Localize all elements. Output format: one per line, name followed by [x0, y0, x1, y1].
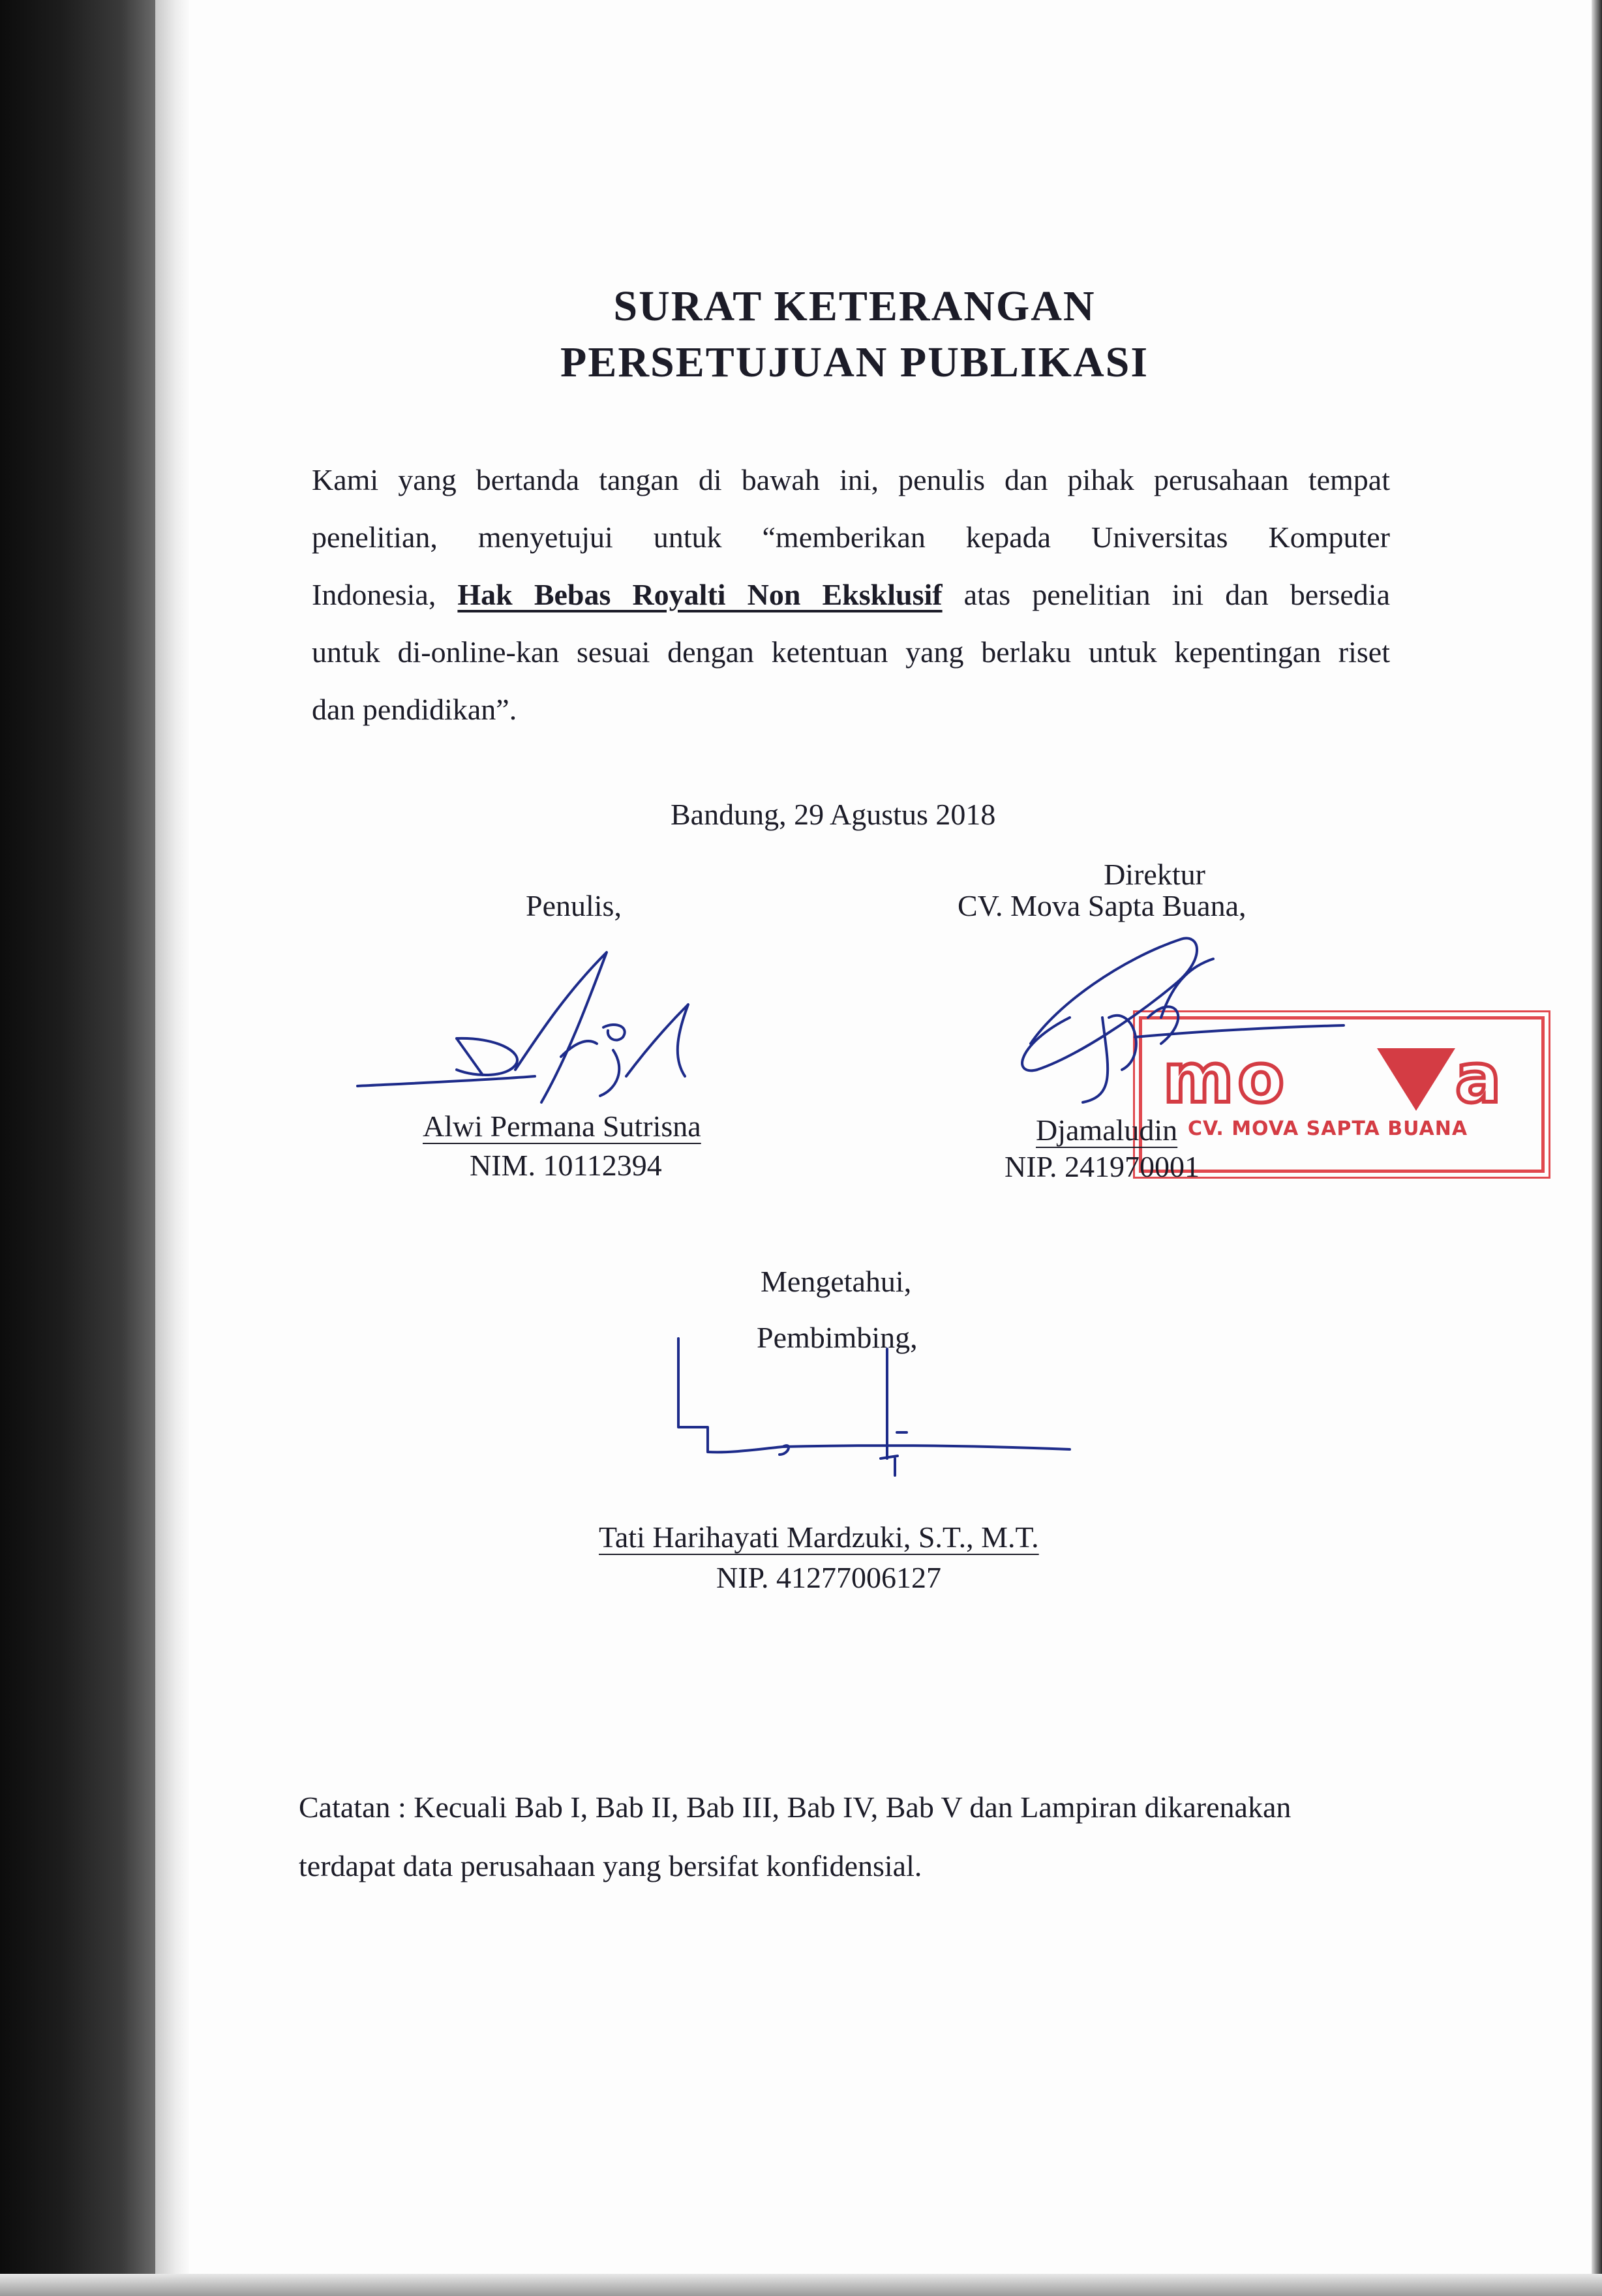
- note-line-1: Catatan : Kecuali Bab I, Bab II, Bab III, Bab IV, Bab V dan Lampiran dikarenakan: [299, 1790, 1292, 1824]
- supervisor-name: Tati Harihayati Mardzuki, S.T., M.T.: [599, 1520, 1039, 1554]
- supervisor-nip: NIP. 41277006127: [716, 1561, 942, 1594]
- note-line-2: terdapat data perusahaan yang bersifat konfidensial.: [299, 1849, 922, 1882]
- paragraph-line-4: untuk di-online-kan sesuai dengan ketentuan yang berlaku untuk kepentingan riset: [312, 635, 1390, 669]
- royalty-free-term: Hak Bebas Royalti Non Eksklusif: [457, 578, 943, 611]
- paragraph-line-2: penelitian, menyetujui untuk “memberikan kepada Universitas Komputer: [312, 521, 1390, 554]
- writer-signature: [357, 952, 688, 1102]
- stamp-logo-end: a: [1455, 1038, 1505, 1118]
- stamp-logo: mo: [1163, 1038, 1288, 1118]
- writer-nim: NIM. 10112394: [470, 1149, 662, 1182]
- stamp-text: CV. MOVA SAPTA BUANA: [1188, 1117, 1468, 1140]
- place-date: Bandung, 29 Agustus 2018: [671, 798, 996, 831]
- document-title-line1: SURAT KETERANGAN: [613, 282, 1096, 330]
- supervisor-signature: [678, 1338, 1070, 1475]
- director-name: Djamaludin: [1036, 1113, 1178, 1147]
- writer-name: Alwi Permana Sutrisna: [423, 1110, 701, 1143]
- director-signature: [1022, 938, 1344, 1102]
- paragraph-line-3-end: atas penelitian ini dan bersedia: [963, 578, 1390, 611]
- paragraph-line-1: Kami yang bertanda tangan di bawah ini, penulis dan pihak perusahaan tempat: [312, 463, 1390, 496]
- paragraph-line-3-start: Indonesia,: [312, 578, 436, 611]
- paragraph-line-5: dan pendidikan”.: [312, 693, 517, 726]
- company-name: CV. Mova Sapta Buana,: [958, 889, 1247, 922]
- writer-role: Penulis,: [526, 889, 622, 922]
- document-title-line2: PERSETUJUAN PUBLIKASI: [560, 339, 1149, 386]
- approval-label: Mengetahui,: [761, 1265, 912, 1298]
- director-nip: NIP. 241970001: [1005, 1150, 1200, 1183]
- director-title: Direktur: [1104, 858, 1205, 891]
- supervisor-role: Pembimbing,: [757, 1321, 918, 1354]
